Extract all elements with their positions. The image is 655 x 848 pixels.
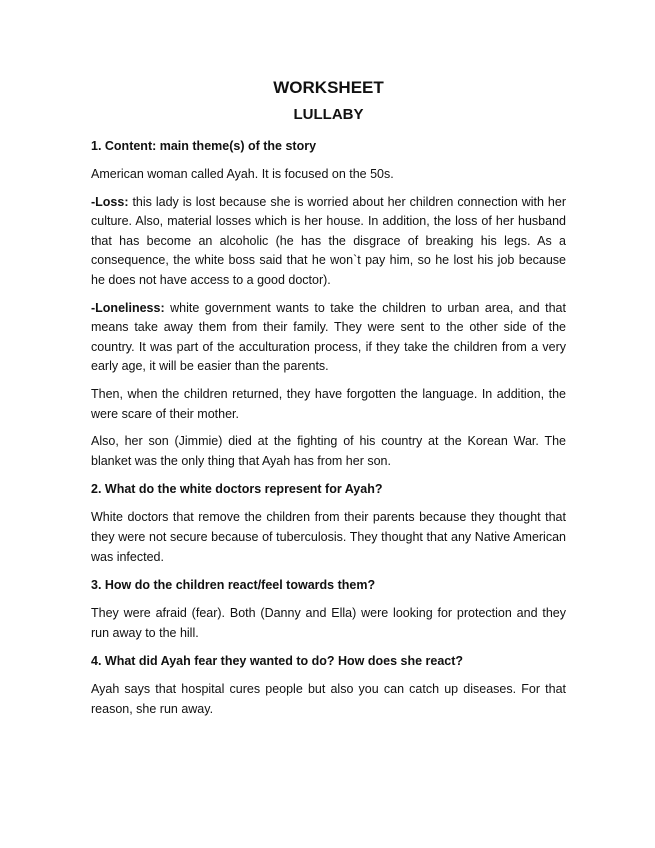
paragraph-text: this lady is lost because she is worried about her children connection with her culture. Also, material losses which is her house. In addition, the loss of her husband that has become an alcoholic (he has the disgrace of breaking his legs. As a consequence, the white boss said that he won`t pay him, so he lost his job because he does not have access to a good doctor). [91, 194, 566, 287]
paragraph-text: white government wants to take the children to urban area, and that means take away them from their family. They were sent to the other side of the country. It was part of the acculturation process, if they take the children from a very early age, it will be easier than the parents. [91, 300, 566, 374]
paragraph-lead: -Loss: [91, 194, 129, 209]
worksheet-title: WORKSHEET [273, 78, 384, 97]
paragraph-text: Then, when the children returned, they have forgotten the language. In addition, the were scare of their mother. [91, 386, 566, 421]
paragraph-loss [91, 193, 566, 291]
paragraph [91, 604, 566, 643]
paragraph [91, 165, 566, 185]
paragraph-loneliness [91, 299, 566, 377]
story-title: LULLABY [293, 106, 364, 123]
paragraph [91, 385, 566, 424]
section-heading: 1. Content: main theme(s) of the story [91, 139, 317, 153]
paragraph-text: Also, her son (Jimmie) died at the fighting of his country at the Korean War. The blanket was the only thing that Ayah has from her son. [91, 434, 566, 468]
section-children-reaction [91, 575, 566, 643]
section-content-theme [91, 136, 566, 471]
section-heading: 3. How do the children react/feel towards them? [91, 578, 376, 593]
section-heading: 2. What do the white doctors represent for Ayah? [91, 482, 383, 497]
section-white-doctors [91, 479, 566, 567]
paragraph [91, 508, 566, 567]
paragraph-lead: -Loneliness: [91, 300, 165, 315]
paragraph-text: They were afraid (fear). Both (Danny and Ella) were looking for protection and they run away to the hill. [91, 606, 566, 640]
section-ayah-fear [91, 651, 566, 719]
section-heading: 4. What did Ayah fear they wanted to do? How does she react? [91, 654, 464, 669]
paragraph [91, 432, 566, 471]
paragraph-text: American woman called Ayah. It is focused on the 50s. [91, 167, 394, 181]
paragraph-text: White doctors that remove the children from their parents because they thought that they were not secure because of tuberculosis. They thought that any Native American was infected. [91, 510, 566, 564]
document-content [91, 76, 566, 727]
paragraph [91, 680, 566, 719]
paragraph-text: Ayah says that hospital cures people but also you can catch up diseases. For that reason, she run away. [91, 682, 566, 716]
